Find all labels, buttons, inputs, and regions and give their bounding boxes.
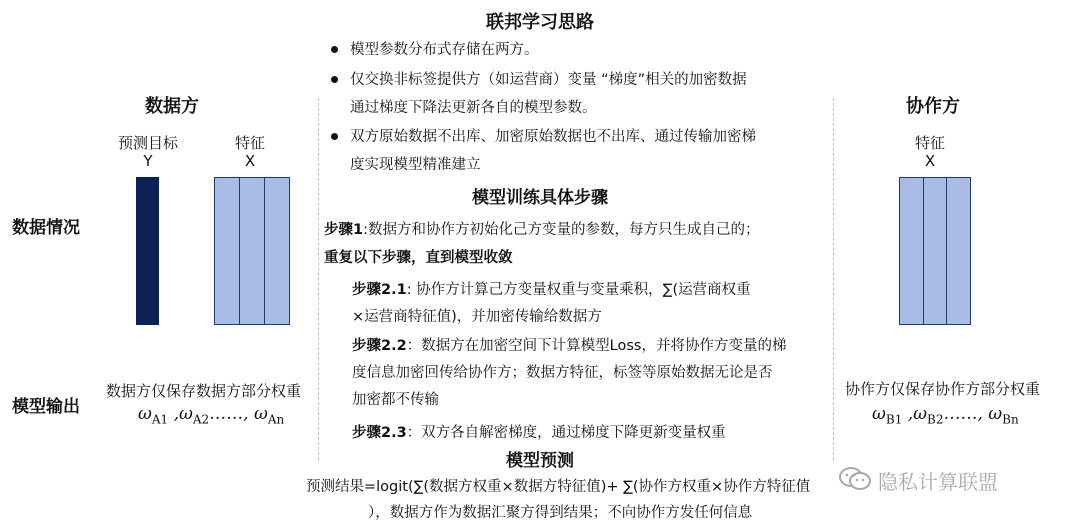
bullet-text: 模型参数分布式存储在两方。 [350,42,539,58]
bullet-dot [331,46,338,53]
bullet-text: 仅交换非标签提供方（如运营商）变量 “梯度”相关的加密数据 [350,72,747,88]
step2-1: 步骤2.1: 协作方计算己方变量权重与变量乘积，∑(运营商权重 [352,282,751,298]
feature-column [947,178,970,324]
repeat-instruction: 重复以下步骤，直到模型收敛 [324,250,513,266]
step2-2-cont: 加密都不传输 [352,392,439,408]
left-feature-axis: X [244,152,256,170]
wechat-icon [838,466,872,496]
left-feature-label: 特征 [234,134,265,152]
bullet-text: 度实现模型精准建立 [350,157,481,173]
right-feature-axis: X [924,152,936,170]
target-label: 预测目标 [117,134,178,152]
right-party-title: 协作方 [906,96,960,117]
row-label-output: 模型输出 [12,397,80,417]
bullet-text: 双方原始数据不出库、加密原始数据也不出库、通过传输加密梯 [350,129,756,145]
left-divider [318,98,319,460]
predict-line-1: 预测结果=logit(∑(数据方权重×数据方特征值)+ ∑(协作方权重×协作方特征值 [306,479,811,495]
right-feature-matrix [899,177,971,325]
predict-title: 模型预测 [506,451,574,471]
main-title: 联邦学习思路 [486,12,594,33]
feature-column [900,178,924,324]
right-output-text: 协作方仅保存协作方部分权重 [845,380,1041,398]
right-feature-label: 特征 [914,134,945,152]
left-weights: $\omega_{A1}$ $,\omega_{A2}\dots\dots$, $\omega_{An}$ [138,404,285,427]
bullet-dot [331,133,338,140]
left-party-title: 数据方 [145,96,199,117]
target-axis: Y [143,152,153,170]
train-title: 模型训练具体步骤 [472,188,608,208]
bullet-dot [331,76,338,83]
left-output-text: 数据方仅保存数据方部分权重 [106,382,302,400]
step2-2-cont: 度信息加密回传给协作方；数据方特征，标签等原始数据无论是否 [352,365,773,381]
watermark-text: 隐私计算联盟 [878,470,998,494]
step1: 步骤1:数据方和协作方初始化己方变量的参数，每方只生成自己的； [324,222,760,238]
right-weights: $\omega_{B1}$ $,\omega_{B2}\dots\dots$, $\omega_{Bn}$ [872,404,1019,427]
predict-line-2: ），数据方作为数据汇聚方得到结果；不向协作方发任何信息 [368,505,753,521]
bullet-text: 通过梯度下降法更新各自的模型参数。 [350,100,597,116]
step2-2: 步骤2.2：数据方在加密空间下计算模型Loss，并将协作方变量的梯 [352,338,787,354]
feature-column [924,178,948,324]
right-divider [833,98,834,460]
step2-3: 步骤2.3：双方各自解密梯度，通过梯度下降更新变量权重 [352,425,726,441]
step2-1-cont: ×运营商特征值)，并加密传输给数据方 [352,309,602,325]
row-label-data: 数据情况 [12,218,80,238]
